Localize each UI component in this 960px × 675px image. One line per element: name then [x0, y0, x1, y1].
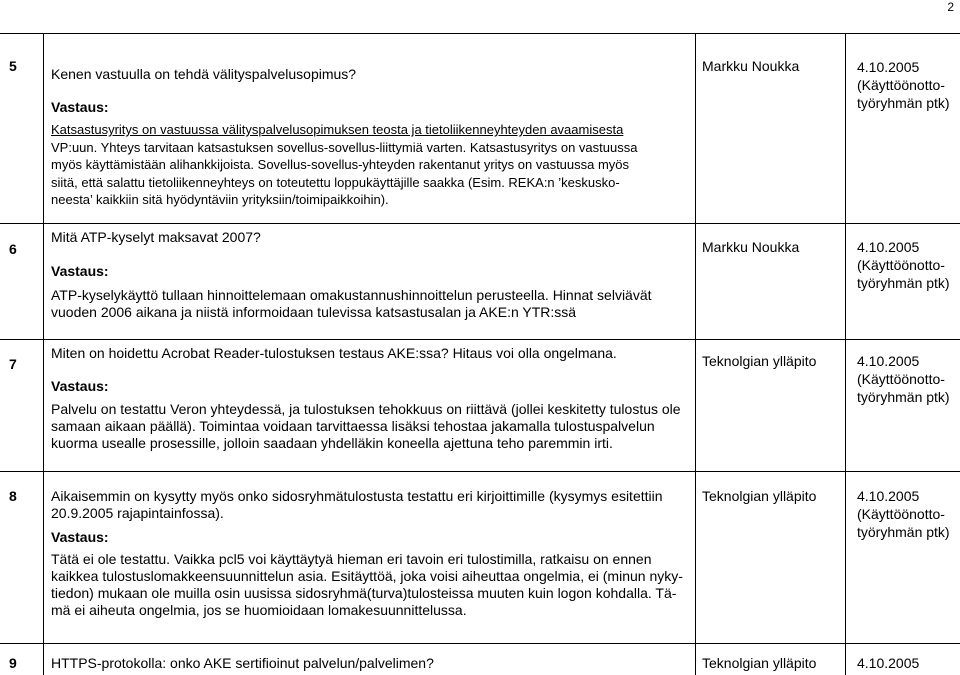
responsible-party: Teknolgian ylläpito [702, 488, 817, 504]
date-reference [857, 352, 950, 406]
date-line: 4.10.2005 [857, 488, 920, 504]
date-line: 4.10.2005 [857, 655, 920, 671]
answer-label: Vastaus: [51, 529, 109, 545]
answer-line: VP:uun. Yhteys tarvitaan katsastuksen sovellus-sovellus-liittymiä varten. Katsastusyritys on vastuussa [51, 139, 638, 155]
column-divider [43, 33, 44, 675]
answer-line: tiedon) mukaan ole muilla osin uusissa sidosryhmä(turva)tulosteissa muuten kuin logon kohdalla. Tä- [51, 585, 677, 601]
answer-line: myös käyttämistään alihankkijoista. Sovellus-sovellus-yhteyden rakentanut yritys on vastuussa myös [51, 157, 630, 172]
row-divider [0, 471, 960, 472]
row-number: 9 [9, 655, 17, 671]
answer-line: vuoden 2006 aikana ja niistä informoidaan tulevissa katsastusalan ja AKE:n YTR:ssä [51, 304, 577, 320]
responsible-party: Markku Noukka [702, 239, 800, 255]
row-divider [0, 339, 960, 340]
date-line: (Käyttöönotto- [857, 257, 945, 273]
question-text [51, 488, 663, 522]
question-line: Aikaisemmin on kysytty myös onko sidosryhmätulostusta testattu eri kirjoittimille (kysymys esitettiin [51, 488, 663, 504]
answer-line: Katsastusyritys on vastuussa välityspalvelusopimuksen teosta ja tietoliikenneyhteyden avaamisesta [51, 122, 624, 137]
row-number: 8 [9, 488, 17, 504]
answer-line: mä ei aiheuta ongelmia, jos se huomioidaan lomakesuunnittelussa. [51, 602, 467, 618]
responsible-party: Teknolgian ylläpito [702, 655, 817, 671]
page-number: 2 [947, 0, 954, 14]
date-line: työryhmän ptk) [857, 275, 950, 291]
answer-text [51, 401, 681, 452]
row-number: 5 [9, 58, 17, 74]
answer-line: Tätä ei ole testattu. Vaikka pcl5 voi käyttäytyä hieman eri tavoin eri tulostimilla, ratkaisu on ennen [51, 551, 652, 567]
date-reference [857, 238, 950, 292]
answer-line: kuorma usealle prosessille, jolloin saadaan yhdelläkin koneella ajettuna teho paremmin irti. [51, 435, 613, 451]
date-reference [857, 654, 919, 672]
date-line: (Käyttöönotto- [857, 371, 945, 387]
date-line: työryhmän ptk) [857, 524, 950, 540]
answer-line: neesta’ kaikkiin sitä hyödyntäviin yrityksiin/toimipaikkoihin). [51, 192, 389, 207]
date-reference [857, 58, 950, 112]
answer-line: kaikkea tulostuslomakkeensuunnittelun asia. Esitäyttöä, joka voisi aiheuttaa ongelmia, ei (minun nyky- [51, 568, 683, 584]
question-text: HTTPS-protokolla: onko AKE sertifioinut palvelun/palvelimen? [51, 655, 434, 671]
answer-text [51, 287, 652, 321]
row-divider [0, 643, 960, 644]
answer-line: siitä, että salattu tietoliikenneyhteys on toteutettu loppukäyttäjille saakka (Esim. REKA:n ’keskusko- [51, 174, 620, 190]
answer-line: samaan aikaan päällä). Toimintaa voidaan tarvittaessa lisäksi tehostaa jakamalla tulostuspalvelun [51, 418, 655, 434]
responsible-party: Markku Noukka [702, 58, 800, 74]
answer-text [51, 551, 683, 619]
date-line: työryhmän ptk) [857, 95, 950, 111]
date-line: 4.10.2005 [857, 59, 920, 75]
question-text: Mitä ATP-kyselyt maksavat 2007? [51, 229, 261, 245]
column-divider [695, 33, 696, 675]
answer-label: Vastaus: [51, 99, 109, 115]
answer-label: Vastaus: [51, 378, 109, 394]
date-line: työryhmän ptk) [857, 389, 950, 405]
answer-label: Vastaus: [51, 263, 109, 279]
date-line: (Käyttöönotto- [857, 506, 945, 522]
question-text: Miten on hoidettu Acrobat Reader-tulostuksen testaus AKE:ssa? Hitaus voi olla ongelmana. [51, 345, 617, 361]
question-text: Kenen vastuulla on tehdä välityspalvelusopimus? [51, 66, 357, 82]
date-line: (Käyttöönotto- [857, 77, 945, 93]
responsible-party: Teknolgian ylläpito [702, 353, 817, 369]
answer-text [51, 121, 637, 209]
question-line: 20.9.2005 rajapintainfossa). [51, 505, 224, 521]
column-divider [845, 33, 846, 675]
date-line: 4.10.2005 [857, 239, 920, 255]
date-reference [857, 487, 950, 541]
answer-line: Palvelu on testattu Veron yhteydessä, ja tulostuksen tehokkuus on riittävä (jollei keskitetty tulostus ole [51, 401, 681, 417]
answer-line: ATP-kyselykäyttö tullaan hinnoittelemaan omakustannushinnoittelun perusteella. Hinnat selviävät [51, 287, 652, 303]
row-number: 7 [9, 356, 17, 372]
date-line: 4.10.2005 [857, 353, 920, 369]
table-border [0, 33, 960, 34]
row-number: 6 [9, 241, 17, 257]
row-divider [0, 223, 960, 224]
